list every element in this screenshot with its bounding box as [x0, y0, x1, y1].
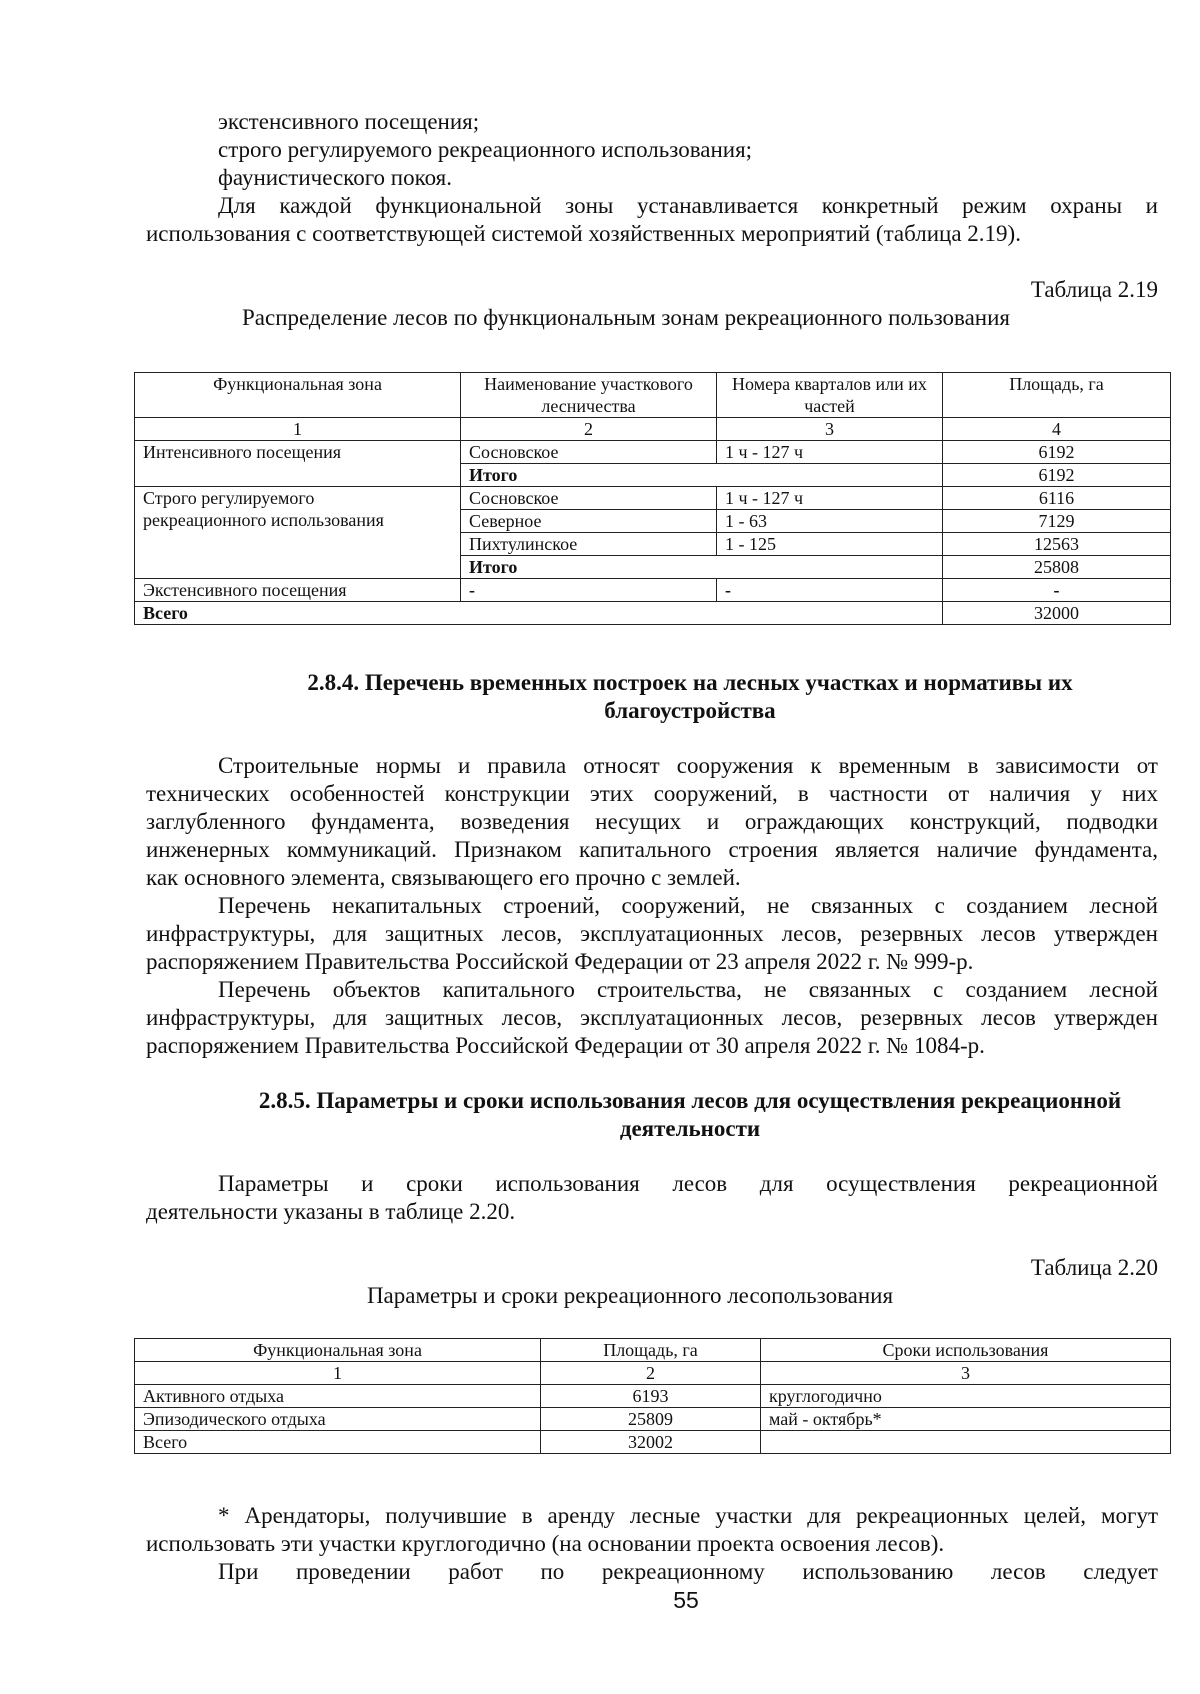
table19-colnum-4: 4 — [943, 418, 1171, 441]
table20-colnum-3: 3 — [761, 1362, 1171, 1385]
table-row — [135, 1385, 1171, 1408]
table19-area: - — [943, 579, 1171, 602]
table20-zone: Эпизодического отдыха — [135, 1408, 541, 1431]
intro-paragraph-line-1: Для каждой функциональной зоны устанавливается конкретный режим охраны и — [218, 193, 1158, 218]
table19-colnum-1: 1 — [135, 418, 461, 441]
table20-header-period: Сроки использования — [761, 1339, 1171, 1362]
section-284-p2-line-2: инфраструктуры, для защитных лесов, эксплуатационных лесов, резервных лесов утвержден — [146, 921, 1158, 946]
intro-line-3: фаунистического покоя. — [218, 165, 453, 190]
table19-zone-strict-line-2: рекреационного использования — [143, 510, 384, 530]
table19-area: 6116 — [943, 487, 1171, 510]
footnote-line-1: * Арендаторы, получившие в аренду лесные участки для рекреационных целей, могут — [218, 1503, 1158, 1528]
table19-zone-extensive: Экстенсивного посещения — [135, 579, 461, 602]
table19-total-area: 32000 — [943, 602, 1171, 625]
table20-number-row — [135, 1362, 1171, 1385]
table19-colnum-2: 2 — [461, 418, 717, 441]
table20-colnum-1: 1 — [135, 1362, 541, 1385]
table19-subtotal-label: Итого — [461, 556, 943, 579]
intro-line-2: строго регулируемого рекреационного использования; — [218, 137, 753, 162]
table19-area: 7129 — [943, 510, 1171, 533]
table19-header-row — [135, 373, 1171, 418]
section-285-heading-line-2: деятельности — [619, 1116, 761, 1141]
table19-area: 12563 — [943, 533, 1171, 556]
page-number: 55 — [673, 1587, 699, 1613]
table19-subtotal-area: 6192 — [943, 464, 1171, 487]
table-row — [135, 579, 1171, 602]
section-284-p1-line-5: как основного элемента, связывающего его прочно с землей. — [146, 865, 741, 890]
table-row — [135, 487, 1171, 510]
section-285-p-line-1: Параметры и сроки использования лесов для осуществления рекреационной — [218, 1171, 1158, 1196]
table19-header-area: Площадь, га — [943, 373, 1171, 418]
section-284-p1-line-4: инженерных коммуникаций. Признаком капитального строения является наличие фундамента, — [146, 837, 1158, 862]
table19-label: Таблица 2.19 — [1030, 277, 1158, 302]
table20-header-area: Площадь, га — [541, 1339, 761, 1362]
table19-forestry: Пихтулинское — [461, 533, 717, 556]
table20-zone: Всего — [135, 1431, 541, 1454]
table19-area: 6192 — [943, 441, 1171, 464]
table20-label: Таблица 2.20 — [1030, 1255, 1158, 1280]
table19-quarters: 1 - 125 — [717, 533, 943, 556]
intro-line-1: экстенсивного посещения; — [218, 109, 480, 134]
table19-forestry: Северное — [461, 510, 717, 533]
last-line: При проведении работ по рекреационному использованию лесов следует — [218, 1559, 1158, 1584]
table-row — [135, 1408, 1171, 1431]
table19-quarters: - — [717, 579, 943, 602]
table19-subtotal-area: 25808 — [943, 556, 1171, 579]
table20-header-row — [135, 1339, 1171, 1362]
section-285-heading-line-1: 2.8.5. Параметры и сроки использования лесов для осуществления рекреационной — [258, 1088, 1122, 1113]
section-284-heading-line-2: благоустройства — [604, 698, 776, 723]
section-285-p-line-2: деятельности указаны в таблице 2.20. — [146, 1199, 516, 1224]
table20-area: 25809 — [541, 1408, 761, 1431]
section-284-p1-line-1: Строительные нормы и правила относят сооружения к временным в зависимости от — [218, 753, 1158, 778]
intro-paragraph-line-2: использования с соответствующей системой хозяйственных мероприятий (таблица 2.19). — [146, 221, 1021, 246]
table20-period: май - октябрь* — [761, 1408, 1171, 1431]
table19-header-forestry: Наименование участкового лесничества — [461, 373, 717, 418]
table19-quarters: 1 ч - 127 ч — [717, 441, 943, 464]
table20-period: круглогодично — [761, 1385, 1171, 1408]
table19-header-zone: Функциональная зона — [135, 373, 461, 418]
section-284-p1-line-3: заглубленного фундамента, возведения несущих и ограждающих конструкций, подводки — [146, 809, 1158, 834]
table19-total-label: Всего — [135, 602, 943, 625]
footnote-line-2: использовать эти участки круглогодично (на основании проекта освоения лесов). — [146, 1531, 945, 1556]
table20-area: 6193 — [541, 1385, 761, 1408]
table19-colnum-3: 3 — [717, 418, 943, 441]
section-284-heading-line-1: 2.8.4. Перечень временных построек на лесных участках и нормативы их — [307, 670, 1073, 695]
table-row-total — [135, 602, 1171, 625]
table19-quarters: 1 ч - 127 ч — [717, 487, 943, 510]
table20-colnum-2: 2 — [541, 1362, 761, 1385]
table-2-19 — [134, 372, 1171, 625]
section-284-p3-line-2: инфраструктуры, для защитных лесов, эксплуатационных лесов, резервных лесов утвержден — [146, 1005, 1158, 1030]
section-284-p2-line-1: Перечень некапитальных строений, сооружений, не связанных с созданием лесной — [218, 893, 1158, 918]
section-284-p3-line-3: распоряжением Правительства Российской Федерации от 30 апреля 2022 г. № 1084-р. — [146, 1033, 985, 1058]
table19-subtotal-label: Итого — [461, 464, 943, 487]
table-row — [135, 1431, 1171, 1454]
table19-zone-strict — [135, 487, 461, 579]
table19-quarters: 1 - 63 — [717, 510, 943, 533]
table20-header-zone: Функциональная зона — [135, 1339, 541, 1362]
table-2-20 — [134, 1338, 1171, 1454]
table19-forestry: Сосновское — [461, 441, 717, 464]
table19-zone-intensive: Интенсивного посещения — [135, 441, 461, 487]
section-284-p2-line-3: распоряжением Правительства Российской Федерации от 23 апреля 2022 г. № 999-р. — [146, 949, 974, 974]
section-284-p3-line-1: Перечень объектов капитального строительства, не связанных с созданием лесной — [218, 977, 1158, 1002]
table20-title: Параметры и сроки рекреационного лесопользования — [366, 1283, 894, 1308]
table19-forestry: - — [461, 579, 717, 602]
table19-title: Распределение лесов по функциональным зонам рекреационного пользования — [242, 305, 1010, 330]
section-284-p1-line-2: технических особенностей конструкции этих сооружений, в частности от наличия у них — [146, 781, 1158, 806]
table20-period — [761, 1431, 1171, 1454]
table20-zone: Активного отдыха — [135, 1385, 541, 1408]
table19-header-quarters: Номера кварталов или их частей — [717, 373, 943, 418]
table19-zone-strict-line-1: Строго регулируемого — [143, 488, 315, 508]
table19-forestry: Сосновское — [461, 487, 717, 510]
table19-number-row — [135, 418, 1171, 441]
table-row — [135, 441, 1171, 464]
table20-area: 32002 — [541, 1431, 761, 1454]
